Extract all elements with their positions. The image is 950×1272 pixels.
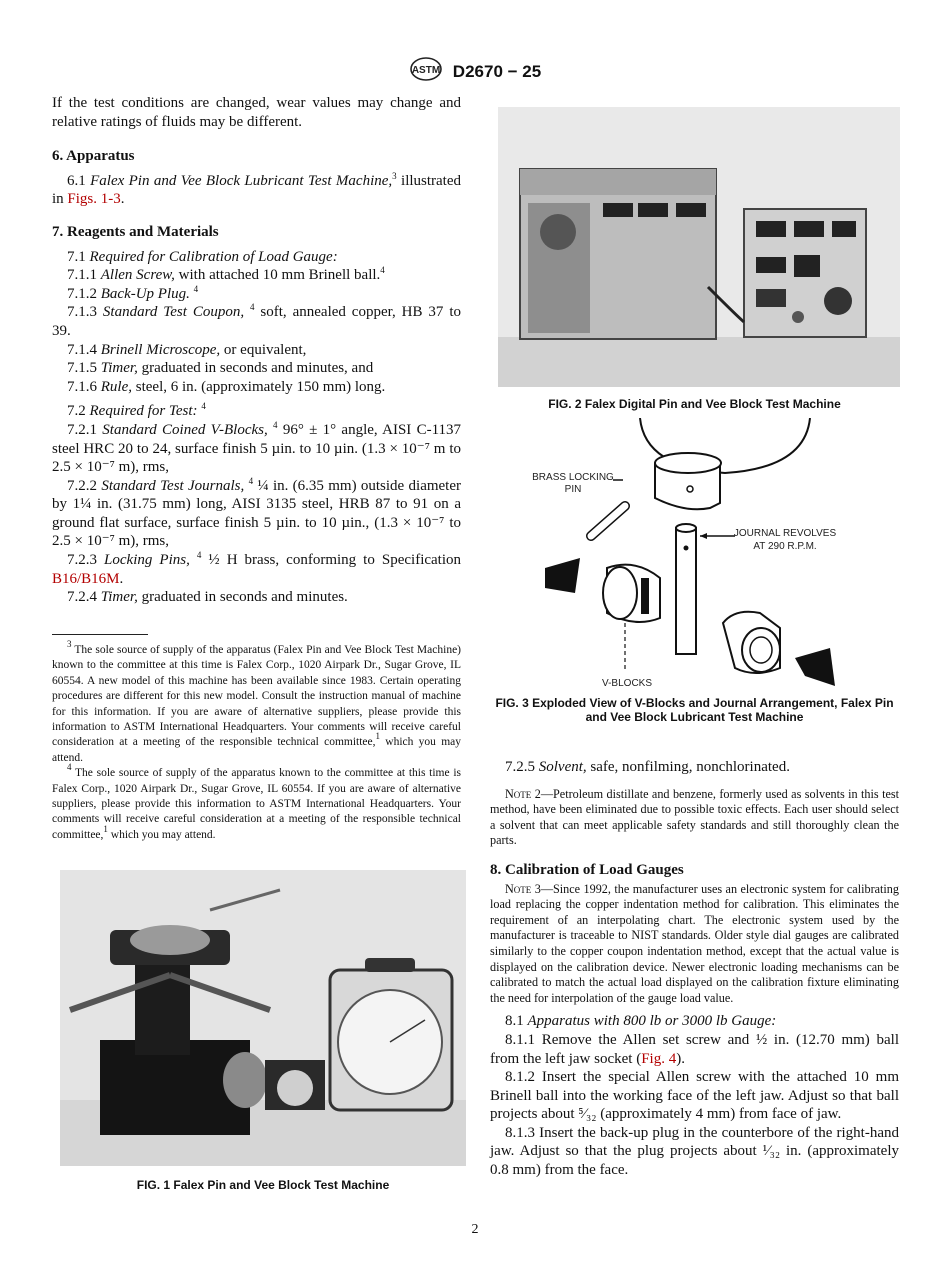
fig3-exploded-view xyxy=(495,418,899,693)
fig3-diagram xyxy=(495,418,899,693)
fig1-caption: FIG. 1 Falex Pin and Vee Block Test Machine xyxy=(136,1178,390,1192)
para-7-2-2: 7.2.2 Standard Test Journals, $^4$ ¼ in. (6.35 mm) outside diameter by 1¼ in. (31.75 mm) long, AISI 3135 steel, HRB 87 to 91 on a ground flat surface, surface finish 5 µin. to 10 µin., (1.3 × 10⁻⁷ to 2.5 × 10⁻⁷ m), rms, xyxy=(52,475,461,550)
svg-text:JOURNAL REVOLVES: JOURNAL REVOLVES xyxy=(733,528,837,539)
b16-link[interactable]: B16/B16M xyxy=(52,570,120,587)
para-8-1-2: 8.1.2 Insert the special Allen screw with the attached 10 mm Brinell ball into the working face of the left jaw. Adjust so that ball projects about ⁵⁄₃₂ (approximately 4 mm) from face of jaw. xyxy=(490,1069,899,1123)
page-header xyxy=(0,56,950,87)
section-6-title: 6. Apparatus xyxy=(52,148,135,165)
footnote-3: $^3$ The sole source of supply of the apparatus (Falex Pin and Vee Block Test Machine) known to the committee at this time is Falex Corp., 1020 Airpark Dr., Sugar Grove, IL 60554. A new model of this machine has been available since 1983. Certain operating procedures are different for this new model. Consult the instruction manual of machine for this information. If you are aware of alternative suppliers, please provide this information to ASTM International Headquarters. Your comments will receive careful consideration at a meeting of the responsible technical committee,$^1$ which you may attend. xyxy=(52,639,462,764)
para-7-1-2: 7.1.2 Back-Up Plug. $^4$ xyxy=(67,283,199,302)
fig2-machine-illustration xyxy=(498,107,900,387)
astm-logo-icon xyxy=(409,56,443,87)
para-7-1-5: 7.1.5 Timer, graduated in seconds and minutes, and xyxy=(67,360,374,377)
fig2-photo xyxy=(498,107,900,387)
para-8-1-3: 8.1.3 Insert the back-up plug in the counterbore of the right-hand jaw. Adjust so that the plug projects about ¹⁄₃₂ in. (approximately 0.8 mm) from the face. xyxy=(490,1124,899,1179)
para-7-2-1: 7.2.1 Standard Coined V-Blocks, $^4$ 96° ± 1° angle, AISI C-1137 steel HRC 20 to 24, surface finish 5 µin. to 10 µin. (1.3 × 10⁻⁷ m to 2.5 × 10⁻⁷ m), rms, xyxy=(52,419,462,476)
para-7-2-5: 7.2.5 Solvent, safe, nonfilming, nonchlorinated. xyxy=(505,759,790,775)
para-7-2-3: 7.2.3 Locking Pins, $^4$ ½ H brass, conforming to Specification B16/B16M. xyxy=(52,550,462,587)
fig3-caption: FIG. 3 Exploded View of V-Blocks and Journal Arrangement, Falex Pin and Vee Block Lubricant Test Machine xyxy=(495,696,894,724)
section-8-title: 8. Calibration of Load Gauges xyxy=(490,861,684,878)
para-7-1-4: 7.1.4 Brinell Microscope, or equivalent, xyxy=(67,341,307,358)
svg-text:ASTM: ASTM xyxy=(411,65,440,76)
para-8-1-1: 8.1.1 Remove the Allen set screw and ½ in. (12.70 mm) ball from the left jaw socket (Fig. 4). xyxy=(490,1031,899,1067)
right-column xyxy=(490,758,899,1180)
fig-4-link[interactable]: Fig. 4 xyxy=(641,1050,677,1067)
note-3: Note 3—Since 1992, the manufacturer uses an electronic system for calibrating load replacing the copper indentation method for calibration. This eliminates the requirement of an interpolating chart. The electronic system used by the manufacturer is traceable to NIST standards. Older style dial gauges are calibrated similarly to the copper coupon indentation method, except that the actual value is displayed on the calibration device. Newer electronic loading mechanisms can be calibrated to match the actual load displayed on the calibration fixture eliminating the need for interpolation of the gauge load value. xyxy=(490,881,899,1005)
footnote-4: $^4$ The sole source of supply of the apparatus known to the committee at this time is Falex Corp., 1020 Airpark Dr., Sugar Grove, IL 60554. If you are aware of alternative suppliers, please provide this information to ASTM International Headquarters. Your comments will receive careful consideration at a meeting of the responsible technical committee,$^1$ which you may attend. xyxy=(52,762,461,841)
fig1-machine-illustration xyxy=(60,870,466,1166)
figs-1-3-link[interactable]: Figs. 1-3 xyxy=(67,191,121,208)
para-8-1: 8.1 Apparatus with 800 lb or 3000 lb Gauge: xyxy=(505,1013,777,1030)
para-7-1: 7.1 Required for Calibration of Load Gauge: xyxy=(67,248,338,265)
para-6-1: 6.1 Falex Pin and Vee Block Lubricant Test Machine,$^3$ illustrated in Figs. 1-3. xyxy=(52,170,462,208)
svg-text:PIN: PIN xyxy=(564,484,582,495)
intro-paragraph: If the test conditions are changed, wear values may change and relative ratings of fluids may be different. xyxy=(52,95,461,130)
svg-text:AT 290 R.P.M.: AT 290 R.P.M. xyxy=(753,541,817,552)
footnote-divider xyxy=(52,634,148,635)
fig2-caption: FIG. 2 Falex Digital Pin and Vee Block Test Machine xyxy=(548,397,841,411)
fig1-photo xyxy=(60,870,466,1166)
left-column xyxy=(52,94,461,607)
para-7-1-3: 7.1.3 Standard Test Coupon, $^4$ soft, annealed copper, HB 37 to 39. xyxy=(52,302,462,339)
note-2: Note 2—Petroleum distillate and benzene, formerly used as solvents in this test method, have been eliminated due to possible toxic effects. Each user should select a solvent that can meet applicable safety standards and still thoroughly clean the parts. xyxy=(490,786,899,848)
document-id: D2670 − 25 xyxy=(452,61,542,81)
page-number: 2 xyxy=(471,1222,479,1237)
svg-text:V-BLOCKS: V-BLOCKS xyxy=(601,678,653,689)
para-7-2: 7.2 Required for Test: $^4$ xyxy=(67,401,206,420)
para-7-1-6: 7.1.6 Rule, steel, 6 in. (approximately 150 mm) long. xyxy=(67,378,386,395)
svg-text:BRASS LOCKING: BRASS LOCKING xyxy=(532,472,614,483)
footnotes xyxy=(52,639,462,843)
para-7-2-4: 7.2.4 Timer, graduated in seconds and minutes. xyxy=(67,589,348,606)
para-7-1-1: 7.1.1 Allen Screw, with attached 10 mm Brinell ball.$^4$ xyxy=(67,265,385,284)
section-7-title: 7. Reagents and Materials xyxy=(52,223,219,240)
